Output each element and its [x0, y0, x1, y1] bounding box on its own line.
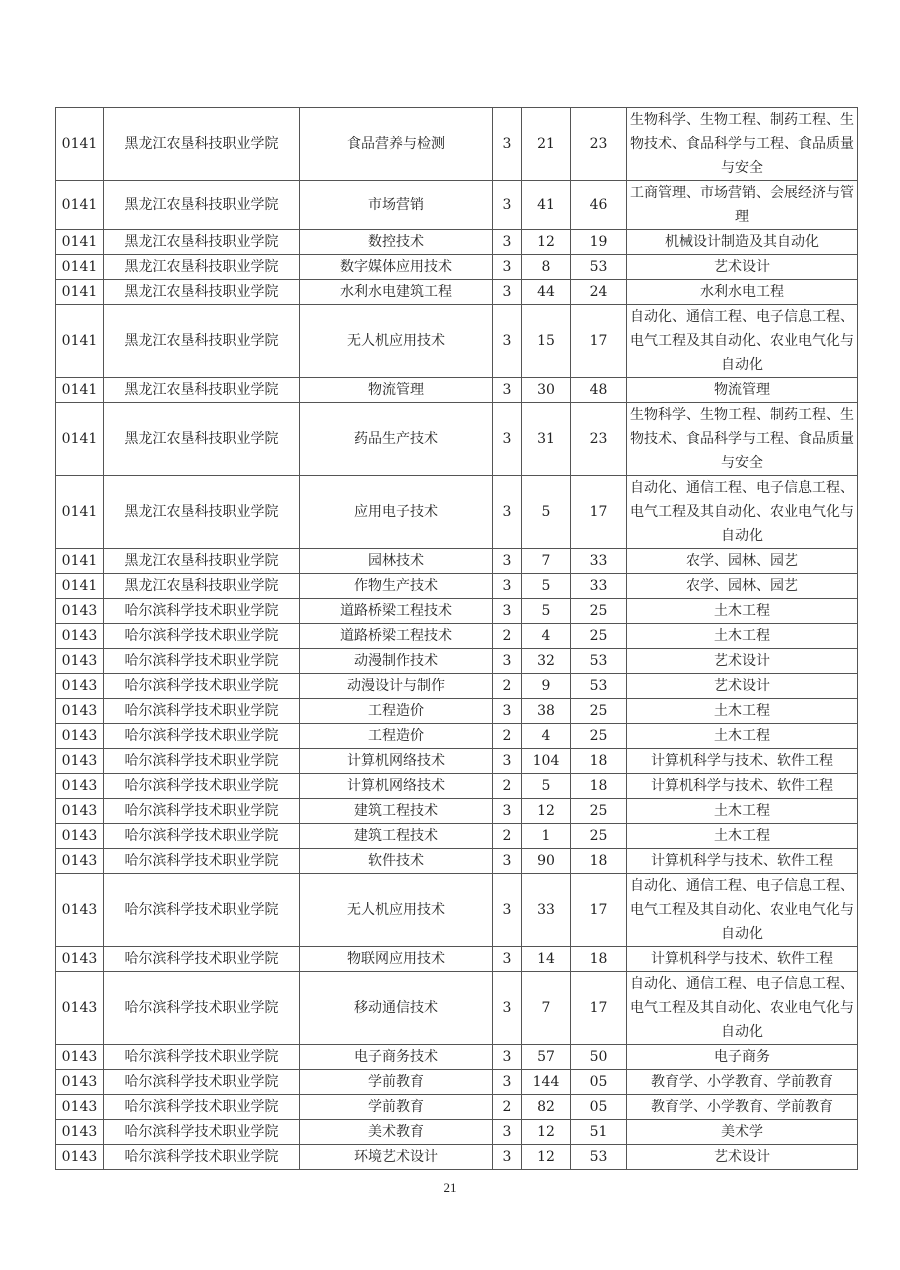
school-code-cell: 0143: [56, 1120, 104, 1145]
category-code-cell: 46: [571, 181, 627, 230]
school-code-cell: 0143: [56, 774, 104, 799]
category-code-cell: 05: [571, 1070, 627, 1095]
years-cell: 2: [493, 724, 522, 749]
school-name-cell: 哈尔滨科学技术职业学院: [104, 1095, 300, 1120]
major-name-cell: 市场营销: [300, 181, 493, 230]
plan-count-cell: 41: [522, 181, 571, 230]
target-majors-cell: 计算机科学与技术、软件工程: [627, 749, 858, 774]
major-name-cell: 电子商务技术: [300, 1045, 493, 1070]
school-name-cell: 哈尔滨科学技术职业学院: [104, 724, 300, 749]
years-cell: 2: [493, 824, 522, 849]
school-code-cell: 0141: [56, 476, 104, 549]
school-code-cell: 0141: [56, 230, 104, 255]
years-cell: 3: [493, 699, 522, 724]
target-majors-cell: 电子商务: [627, 1045, 858, 1070]
years-cell: 3: [493, 599, 522, 624]
school-code-cell: 0143: [56, 849, 104, 874]
school-code-cell: 0143: [56, 599, 104, 624]
school-name-cell: 哈尔滨科学技术职业学院: [104, 749, 300, 774]
major-name-cell: 数控技术: [300, 230, 493, 255]
major-name-cell: 道路桥梁工程技术: [300, 599, 493, 624]
category-code-cell: 53: [571, 255, 627, 280]
category-code-cell: 17: [571, 972, 627, 1045]
category-code-cell: 33: [571, 574, 627, 599]
major-name-cell: 动漫设计与制作: [300, 674, 493, 699]
school-name-cell: 黑龙江农垦科技职业学院: [104, 549, 300, 574]
years-cell: 3: [493, 749, 522, 774]
years-cell: 3: [493, 1045, 522, 1070]
years-cell: 3: [493, 1070, 522, 1095]
major-name-cell: 无人机应用技术: [300, 874, 493, 947]
major-name-cell: 动漫制作技术: [300, 649, 493, 674]
table-row: [56, 724, 858, 749]
school-code-cell: 0143: [56, 649, 104, 674]
years-cell: 3: [493, 181, 522, 230]
plan-count-cell: 12: [522, 799, 571, 824]
table-row: [56, 108, 858, 181]
school-code-cell: 0143: [56, 1145, 104, 1170]
years-cell: 3: [493, 1145, 522, 1170]
category-code-cell: 23: [571, 108, 627, 181]
category-code-cell: 23: [571, 403, 627, 476]
school-name-cell: 哈尔滨科学技术职业学院: [104, 849, 300, 874]
major-name-cell: 工程造价: [300, 724, 493, 749]
plan-count-cell: 5: [522, 599, 571, 624]
target-majors-cell: 生物科学、生物工程、制药工程、生物技术、食品科学与工程、食品质量与安全: [627, 403, 858, 476]
target-majors-cell: 自动化、通信工程、电子信息工程、电气工程及其自动化、农业电气化与自动化: [627, 874, 858, 947]
major-name-cell: 药品生产技术: [300, 403, 493, 476]
major-name-cell: 软件技术: [300, 849, 493, 874]
table-row: [56, 476, 858, 549]
plan-count-cell: 21: [522, 108, 571, 181]
school-code-cell: 0143: [56, 624, 104, 649]
plan-count-cell: 5: [522, 774, 571, 799]
target-majors-cell: 艺术设计: [627, 1145, 858, 1170]
target-majors-cell: 自动化、通信工程、电子信息工程、电气工程及其自动化、农业电气化与自动化: [627, 476, 858, 549]
table-row: [56, 230, 858, 255]
table-row: [56, 1095, 858, 1120]
target-majors-cell: 教育学、小学教育、学前教育: [627, 1070, 858, 1095]
plan-count-cell: 33: [522, 874, 571, 947]
target-majors-cell: 美术学: [627, 1120, 858, 1145]
school-code-cell: 0143: [56, 1045, 104, 1070]
major-name-cell: 水利水电建筑工程: [300, 280, 493, 305]
school-name-cell: 黑龙江农垦科技职业学院: [104, 280, 300, 305]
major-name-cell: 物流管理: [300, 378, 493, 403]
table-row: [56, 824, 858, 849]
school-code-cell: 0141: [56, 574, 104, 599]
years-cell: 3: [493, 549, 522, 574]
years-cell: 3: [493, 305, 522, 378]
table-row: [56, 1045, 858, 1070]
target-majors-cell: 农学、园林、园艺: [627, 549, 858, 574]
years-cell: 3: [493, 874, 522, 947]
school-name-cell: 哈尔滨科学技术职业学院: [104, 874, 300, 947]
table-body: [56, 108, 858, 1170]
school-name-cell: 哈尔滨科学技术职业学院: [104, 799, 300, 824]
school-name-cell: 黑龙江农垦科技职业学院: [104, 403, 300, 476]
major-name-cell: 计算机网络技术: [300, 749, 493, 774]
major-name-cell: 食品营养与检测: [300, 108, 493, 181]
plan-count-cell: 12: [522, 230, 571, 255]
years-cell: 2: [493, 674, 522, 699]
table-row: [56, 1070, 858, 1095]
major-name-cell: 建筑工程技术: [300, 824, 493, 849]
years-cell: 3: [493, 849, 522, 874]
major-name-cell: 数字媒体应用技术: [300, 255, 493, 280]
years-cell: 3: [493, 972, 522, 1045]
school-code-cell: 0143: [56, 699, 104, 724]
plan-count-cell: 32: [522, 649, 571, 674]
category-code-cell: 53: [571, 674, 627, 699]
plan-count-cell: 7: [522, 549, 571, 574]
table-row: [56, 255, 858, 280]
target-majors-cell: 艺术设计: [627, 255, 858, 280]
target-majors-cell: 土木工程: [627, 599, 858, 624]
plan-count-cell: 12: [522, 1145, 571, 1170]
years-cell: 3: [493, 378, 522, 403]
plan-count-cell: 144: [522, 1070, 571, 1095]
plan-count-cell: 44: [522, 280, 571, 305]
school-code-cell: 0143: [56, 749, 104, 774]
plan-count-cell: 14: [522, 947, 571, 972]
school-name-cell: 黑龙江农垦科技职业学院: [104, 574, 300, 599]
years-cell: 3: [493, 947, 522, 972]
years-cell: 3: [493, 230, 522, 255]
school-code-cell: 0141: [56, 378, 104, 403]
school-name-cell: 哈尔滨科学技术职业学院: [104, 972, 300, 1045]
category-code-cell: 25: [571, 699, 627, 724]
school-name-cell: 哈尔滨科学技术职业学院: [104, 699, 300, 724]
major-name-cell: 环境艺术设计: [300, 1145, 493, 1170]
years-cell: 3: [493, 476, 522, 549]
admissions-table: [55, 107, 858, 1170]
table-row: [56, 649, 858, 674]
target-majors-cell: 艺术设计: [627, 649, 858, 674]
school-code-cell: 0141: [56, 255, 104, 280]
school-code-cell: 0141: [56, 305, 104, 378]
plan-count-cell: 57: [522, 1045, 571, 1070]
school-code-cell: 0143: [56, 947, 104, 972]
school-name-cell: 哈尔滨科学技术职业学院: [104, 947, 300, 972]
category-code-cell: 25: [571, 599, 627, 624]
major-name-cell: 物联网应用技术: [300, 947, 493, 972]
category-code-cell: 19: [571, 230, 627, 255]
table-row: [56, 599, 858, 624]
school-name-cell: 哈尔滨科学技术职业学院: [104, 824, 300, 849]
years-cell: 3: [493, 799, 522, 824]
table-row: [56, 749, 858, 774]
target-majors-cell: 农学、园林、园艺: [627, 574, 858, 599]
category-code-cell: 18: [571, 849, 627, 874]
target-majors-cell: 土木工程: [627, 699, 858, 724]
target-majors-cell: 艺术设计: [627, 674, 858, 699]
school-code-cell: 0141: [56, 403, 104, 476]
school-code-cell: 0141: [56, 549, 104, 574]
school-code-cell: 0143: [56, 874, 104, 947]
school-name-cell: 黑龙江农垦科技职业学院: [104, 255, 300, 280]
plan-count-cell: 4: [522, 724, 571, 749]
table-row: [56, 972, 858, 1045]
plan-count-cell: 31: [522, 403, 571, 476]
target-majors-cell: 土木工程: [627, 824, 858, 849]
years-cell: 2: [493, 774, 522, 799]
target-majors-cell: 计算机科学与技术、软件工程: [627, 947, 858, 972]
table-row: [56, 305, 858, 378]
school-code-cell: 0141: [56, 108, 104, 181]
target-majors-cell: 物流管理: [627, 378, 858, 403]
table-row: [56, 1145, 858, 1170]
years-cell: 3: [493, 108, 522, 181]
table-row: [56, 874, 858, 947]
major-name-cell: 建筑工程技术: [300, 799, 493, 824]
category-code-cell: 53: [571, 1145, 627, 1170]
plan-count-cell: 104: [522, 749, 571, 774]
category-code-cell: 25: [571, 799, 627, 824]
category-code-cell: 53: [571, 649, 627, 674]
school-name-cell: 哈尔滨科学技术职业学院: [104, 1145, 300, 1170]
plan-count-cell: 8: [522, 255, 571, 280]
table-row: [56, 674, 858, 699]
years-cell: 3: [493, 1120, 522, 1145]
years-cell: 3: [493, 403, 522, 476]
school-name-cell: 黑龙江农垦科技职业学院: [104, 476, 300, 549]
target-majors-cell: 土木工程: [627, 799, 858, 824]
plan-count-cell: 7: [522, 972, 571, 1045]
category-code-cell: 18: [571, 947, 627, 972]
years-cell: 3: [493, 649, 522, 674]
years-cell: 2: [493, 1095, 522, 1120]
school-name-cell: 哈尔滨科学技术职业学院: [104, 674, 300, 699]
major-name-cell: 作物生产技术: [300, 574, 493, 599]
years-cell: 3: [493, 255, 522, 280]
category-code-cell: 33: [571, 549, 627, 574]
plan-count-cell: 5: [522, 476, 571, 549]
table-row: [56, 774, 858, 799]
major-name-cell: 美术教育: [300, 1120, 493, 1145]
school-name-cell: 黑龙江农垦科技职业学院: [104, 378, 300, 403]
target-majors-cell: 土木工程: [627, 624, 858, 649]
target-majors-cell: 教育学、小学教育、学前教育: [627, 1095, 858, 1120]
table-row: [56, 549, 858, 574]
years-cell: 3: [493, 280, 522, 305]
category-code-cell: 50: [571, 1045, 627, 1070]
target-majors-cell: 机械设计制造及其自动化: [627, 230, 858, 255]
plan-count-cell: 38: [522, 699, 571, 724]
school-code-cell: 0143: [56, 674, 104, 699]
category-code-cell: 24: [571, 280, 627, 305]
major-name-cell: 无人机应用技术: [300, 305, 493, 378]
category-code-cell: 18: [571, 749, 627, 774]
table-row: [56, 849, 858, 874]
major-name-cell: 学前教育: [300, 1070, 493, 1095]
school-name-cell: 黑龙江农垦科技职业学院: [104, 230, 300, 255]
target-majors-cell: 计算机科学与技术、软件工程: [627, 849, 858, 874]
school-code-cell: 0143: [56, 824, 104, 849]
major-name-cell: 道路桥梁工程技术: [300, 624, 493, 649]
category-code-cell: 17: [571, 874, 627, 947]
table-row: [56, 280, 858, 305]
page-number: 21: [443, 1180, 457, 1195]
category-code-cell: 18: [571, 774, 627, 799]
target-majors-cell: 水利水电工程: [627, 280, 858, 305]
category-code-cell: 17: [571, 305, 627, 378]
school-code-cell: 0143: [56, 724, 104, 749]
table-row: [56, 947, 858, 972]
plan-count-cell: 9: [522, 674, 571, 699]
school-name-cell: 哈尔滨科学技术职业学院: [104, 599, 300, 624]
category-code-cell: 05: [571, 1095, 627, 1120]
major-name-cell: 学前教育: [300, 1095, 493, 1120]
school-name-cell: 哈尔滨科学技术职业学院: [104, 649, 300, 674]
plan-count-cell: 15: [522, 305, 571, 378]
target-majors-cell: 土木工程: [627, 724, 858, 749]
school-name-cell: 哈尔滨科学技术职业学院: [104, 1070, 300, 1095]
plan-count-cell: 4: [522, 624, 571, 649]
plan-count-cell: 30: [522, 378, 571, 403]
table-row: [56, 378, 858, 403]
school-name-cell: 哈尔滨科学技术职业学院: [104, 624, 300, 649]
plan-count-cell: 12: [522, 1120, 571, 1145]
plan-count-cell: 5: [522, 574, 571, 599]
table-row: [56, 1120, 858, 1145]
school-code-cell: 0143: [56, 1095, 104, 1120]
school-name-cell: 黑龙江农垦科技职业学院: [104, 305, 300, 378]
school-code-cell: 0143: [56, 972, 104, 1045]
major-name-cell: 园林技术: [300, 549, 493, 574]
years-cell: 3: [493, 574, 522, 599]
category-code-cell: 25: [571, 624, 627, 649]
major-name-cell: 移动通信技术: [300, 972, 493, 1045]
school-name-cell: 哈尔滨科学技术职业学院: [104, 774, 300, 799]
major-name-cell: 工程造价: [300, 699, 493, 724]
school-name-cell: 黑龙江农垦科技职业学院: [104, 181, 300, 230]
target-majors-cell: 自动化、通信工程、电子信息工程、电气工程及其自动化、农业电气化与自动化: [627, 305, 858, 378]
table-row: [56, 799, 858, 824]
target-majors-cell: 自动化、通信工程、电子信息工程、电气工程及其自动化、农业电气化与自动化: [627, 972, 858, 1045]
category-code-cell: 51: [571, 1120, 627, 1145]
table-row: [56, 181, 858, 230]
target-majors-cell: 工商管理、市场营销、会展经济与管理: [627, 181, 858, 230]
table-row: [56, 624, 858, 649]
target-majors-cell: 生物科学、生物工程、制药工程、生物技术、食品科学与工程、食品质量与安全: [627, 108, 858, 181]
school-code-cell: 0143: [56, 1070, 104, 1095]
school-name-cell: 黑龙江农垦科技职业学院: [104, 108, 300, 181]
school-code-cell: 0141: [56, 280, 104, 305]
target-majors-cell: 计算机科学与技术、软件工程: [627, 774, 858, 799]
table-row: [56, 699, 858, 724]
plan-count-cell: 82: [522, 1095, 571, 1120]
table-row: [56, 574, 858, 599]
category-code-cell: 48: [571, 378, 627, 403]
plan-count-cell: 90: [522, 849, 571, 874]
school-code-cell: 0143: [56, 799, 104, 824]
category-code-cell: 17: [571, 476, 627, 549]
category-code-cell: 25: [571, 724, 627, 749]
major-name-cell: 应用电子技术: [300, 476, 493, 549]
table-row: [56, 403, 858, 476]
plan-count-cell: 1: [522, 824, 571, 849]
school-name-cell: 哈尔滨科学技术职业学院: [104, 1045, 300, 1070]
category-code-cell: 25: [571, 824, 627, 849]
school-name-cell: 哈尔滨科学技术职业学院: [104, 1120, 300, 1145]
major-name-cell: 计算机网络技术: [300, 774, 493, 799]
school-code-cell: 0141: [56, 181, 104, 230]
years-cell: 2: [493, 624, 522, 649]
